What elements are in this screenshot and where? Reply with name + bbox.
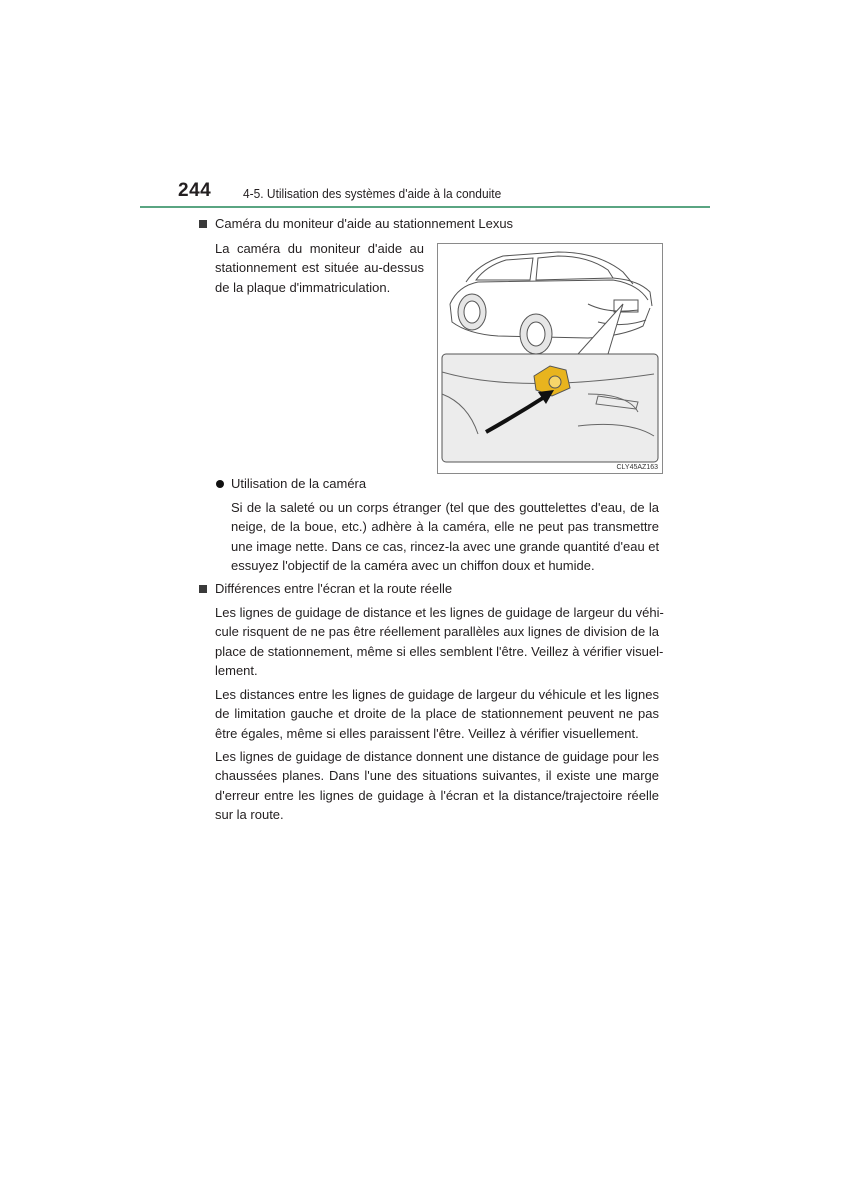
text-line: place de stationnement, même si elles semblent l'être. Veillez à vérifier visuel-: [215, 643, 664, 659]
paragraph-1: [215, 603, 664, 680]
text-line: Les lignes de guidage de distance donnent une distance de guidage pour les: [215, 749, 659, 764]
camera-use-text: [231, 498, 659, 575]
text-line: La caméra du moniteur d'aide au: [215, 241, 424, 256]
text-line: une image nette. Dans ce cas, rincez-la avec une grande quantité d'eau et: [231, 538, 660, 554]
text-line: essuyez l'objectif de la caméra avec un chiffon doux et humide.: [231, 557, 595, 573]
text-line: d'erreur entre les lignes de guidage à l'écran et la distance/trajectoire réelle: [215, 787, 659, 803]
text-line: Les lignes de guidage de distance et les lignes de guidage de largeur du véhi-: [215, 605, 664, 620]
header-divider: [140, 206, 710, 208]
section-heading-camera: Caméra du moniteur d'aide au stationnement Lexus: [215, 216, 514, 231]
text-line: sur la route.: [215, 806, 284, 822]
text-line: neige, de la boue, etc.) adhère à la caméra, elle ne peut pas transmettre: [231, 519, 659, 535]
text-line: Si de la saleté ou un corps étranger (tel que des gouttelettes d'eau, de la: [231, 500, 659, 515]
car-rear-illustration: [438, 244, 662, 473]
text-line: Les distances entre les lignes de guidage de largeur du véhicule et les lignes: [215, 687, 659, 702]
round-bullet-icon: [216, 480, 224, 488]
square-bullet-icon: [199, 220, 207, 228]
section-heading-differences: Différences entre l'écran et la route réelle: [215, 581, 453, 596]
text-line: cule risquent de ne pas être réellement parallèles aux lignes de division de la: [215, 624, 659, 640]
subheading-camera-use: Utilisation de la caméra: [231, 476, 367, 491]
paragraph-2: [215, 685, 659, 743]
text-line: de limitation gauche et droite de la place de stationnement peuvent ne pas: [215, 706, 659, 722]
text-line: être égales, même si elles paraissent l'être. Veillez à vérifier visuellement.: [215, 725, 639, 741]
square-bullet-icon: [199, 585, 207, 593]
text-line: stationnement est située au-dessus: [215, 260, 424, 276]
camera-location-figure: [437, 243, 663, 474]
camera-intro-text: [215, 239, 424, 297]
text-line: lement.: [215, 662, 258, 678]
page-number: 244: [178, 180, 212, 201]
chapter-title: 4-5. Utilisation des systèmes d'aide à la conduite: [243, 186, 502, 201]
text-line: chaussées planes. Dans l'une des situations suivantes, il existe une marge: [215, 768, 659, 784]
figure-code: CLY45AZ163: [616, 464, 658, 471]
text-line: de la plaque d'immatriculation.: [215, 279, 391, 295]
paragraph-3: [215, 747, 659, 824]
